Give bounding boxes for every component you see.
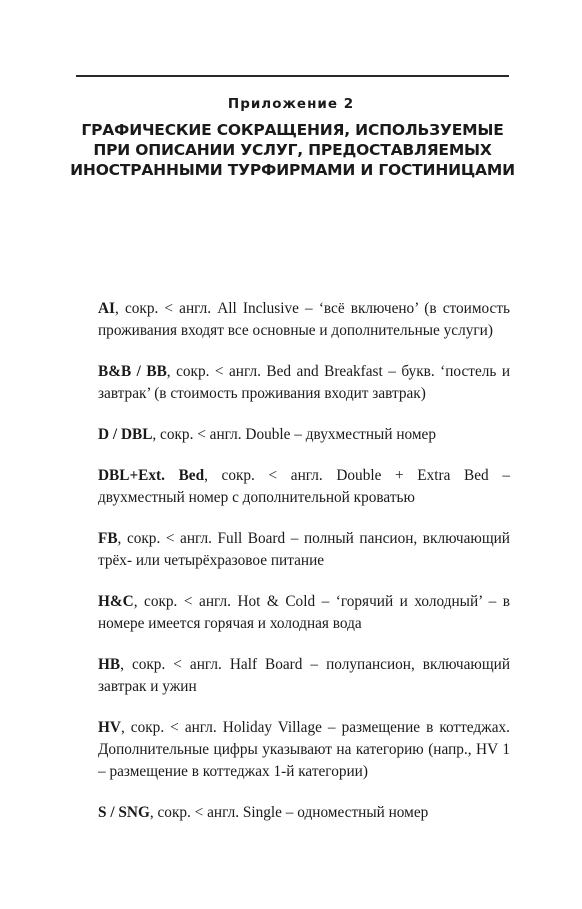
entry-definition: , сокр. < англ. Single – одноместный номер [149, 804, 429, 821]
list-item [98, 802, 510, 824]
entry-term: H&C [98, 593, 134, 610]
abbreviation-list [98, 298, 510, 843]
entry-term: FB [98, 530, 118, 547]
entry-definition: , сокр. < англ. Bed and Breakfast – букв. ‘постель и завтрак’ (в стоимость проживания входит завтрак) [98, 363, 511, 402]
entry-definition: , сокр. < англ. Double + Extra Bed – двухместный номер с дополнительной кроватью [98, 467, 510, 506]
entry-term: S / SNG [98, 804, 150, 821]
entry-term: HV [98, 719, 121, 736]
entry-term: DBL+Ext. Bed [98, 467, 205, 484]
list-item [98, 298, 510, 342]
entry-definition: , сокр. < англ. Hot & Cold – ‘горячий и холодный’ – в номере имеется горячая и холодная вода [98, 593, 510, 632]
entry-term: HB [98, 656, 121, 673]
title-line: ИНОСТРАННЫМИ ТУРФИРМАМИ И ГОСТИНИЦАМИ [70, 161, 515, 179]
list-item [98, 424, 510, 446]
list-item [98, 528, 510, 572]
title-line: ПРИ ОПИСАНИИ УСЛУГ, ПРЕДОСТАВЛЯЕМЫХ [93, 141, 492, 159]
entry-definition: , сокр. < англ. Double – двухместный номер [152, 426, 436, 443]
entry-definition: , сокр. < англ. All Inclusive – ‘всё включено’ (в стоимость проживания входят все основные и дополнительные услуги) [98, 300, 510, 339]
list-item [98, 591, 510, 635]
page-title [60, 120, 525, 180]
list-item [98, 654, 510, 698]
list-item [98, 465, 510, 509]
list-item [98, 361, 510, 405]
entry-definition: , сокр. < англ. Half Board – полупансион, включающий завтрак и ужин [98, 656, 510, 695]
appendix-label: Приложение 2 [227, 96, 355, 112]
entry-definition: , сокр. < англ. Full Board – полный пансион, включающий трёх- или четырёхразовое питание [98, 530, 510, 569]
entry-term: B&B / BB [98, 363, 167, 380]
header-rule [76, 75, 509, 77]
title-line: ГРАФИЧЕСКИЕ СОКРАЩЕНИЯ, ИСПОЛЬЗУЕМЫЕ [81, 121, 504, 139]
list-item [98, 717, 510, 783]
entry-definition: , сокр. < англ. Holiday Village – размещение в коттеджах. Дополнительные цифры указывают на категорию (напр., HV 1 – размещение в коттеджах 1-й категории) [98, 719, 510, 780]
entry-term: AI [98, 300, 115, 317]
entry-term: D / DBL [98, 426, 153, 443]
